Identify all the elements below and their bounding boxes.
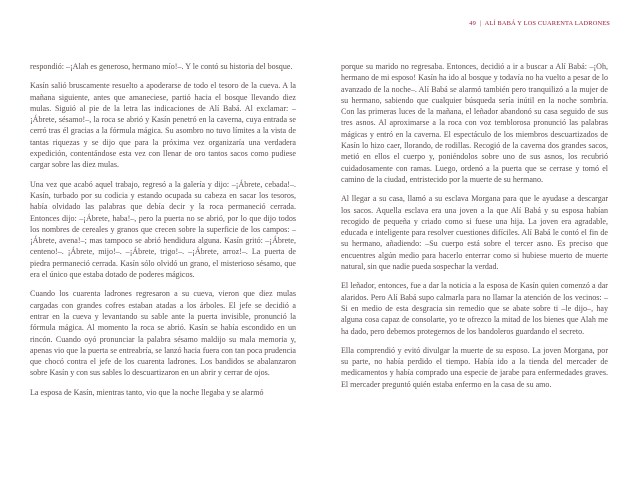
paragraph: Kasín salió bruscamente resuelto a apoderarse de todo el tesoro de la cueva. A la mañana siguiente, antes que amaneciese, partió hacia el bosque llevando diez mulas. Siguió al pie de la letra las indicaciones de Alí Babá. Al exclamar: –¡Ábrete, sésamo!–, la roca se abrió y Kasín penetró en la caverna, cuya entrada se cerró tras él gracias a la fórmula mágica. Su asombro no tuvo límites a la vista de tantas riquezas y se dijo que para la próxima vez organizaría una verdadera expedición, contentándose esta vez con llenar de oro tantos sacos como pudiese cargar sobre las diez mulas.: [30, 81, 296, 170]
paragraph: Ella comprendió y evitó divulgar la muerte de su esposo. La joven Morgana, por su parte, no había perdido el tiempo. Había ido a la tienda del mercader de medicamentos y había comprado una especie de jarabe para enfermedades graves. El mercader preguntó quién estaba enfermo en la casa de su amo.: [341, 345, 608, 389]
paragraph: Cuando los cuarenta ladrones regresaron a su cueva, vieron que diez mulas cargadas con grandes cofres estaban atadas a los árboles. El jefe se decidió a entrar en la cueva y levantando su sable ante la puerta invisible, pronunció la fórmula mágica. Al momento la roca se abrió. Kasín se había escondido en un rincón. Cuando oyó pronunciar la palabra sésamo maldijo su mala memoria y, apenas vio que la puerta se entreabría, se lanzó hacia fuera con tan poca prudencia que chocó contra el jefe de los cuarenta ladrones. Los bandidos se abalanzaron sobre Kasín y con sus sables lo descuartizaron en un abrir y cerrar de ojos.: [30, 289, 296, 378]
running-header: [0, 20, 610, 27]
right-column: [341, 61, 608, 398]
left-column: [30, 61, 296, 406]
paragraph: Al llegar a su casa, llamó a su esclava Morgana para que le ayudase a descargar los sacos. Aquella esclava era una joven a la que Alí Babá y su esposa habían recogido de pequeña y criado como si fuese una hija. La joven era agradable, educada e inteligente para resolver cuestiones difíciles. Alí Babá le contó el fin de su hermano, añadiendo: –Su cuerpo está sobre el tercer asno. Es preciso que encuentres algún medio para hacerlo enterrar como si hubiese muerto de muerte natural, sin que nadie pueda sospechar la verdad.: [341, 194, 608, 272]
paragraph: La esposa de Kasín, mientras tanto, vio que la noche llegaba y se alarmó: [30, 387, 264, 397]
paragraph: respondió: –¡Alah es generoso, hermano mío!–. Y le contó su historia del bosque.: [30, 62, 293, 71]
header-separator: |: [479, 20, 482, 27]
page-number: 49: [469, 20, 476, 27]
paragraph: El leñador, entonces, fue a dar la noticia a la esposa de Kasín quien comenzó a dar alaridos. Pero Alí Babá supo calmarla para no llamar la atención de los vecinos: –Si en medio de esta desgracia sin remedio que se abate sobre ti –le dijo–, hay alguna cosa capaz de consolarte, yo te ofrezco la mitad de los bienes que Alah me ha dado, pero debemos protegernos de los bandoleros guardando el secreto.: [341, 281, 608, 336]
paragraph: Una vez que acabó aquel trabajo, regresó a la galería y dijo: –¡Ábrete, cebada!–. Kasín, turbado por su codicia y estando ocupada su cabeza en sacar los tesoros, había olvidado las palabras que debía decir y la roca permaneció cerrada. Entonces dijo: –¡Ábrete, haba!–, pero la puerta no se abrió, por lo que dijo todos los nombres de cereales y granos que crecen sobre la superficie de los campos: –¡Ábrete, avena!–; mas tampoco se abrió hendidura alguna. Kasín gritó: –¡Ábrete, centeno!–. ¡Ábrete, mijo!–. –¡Ábrete, trigo!–. –¡Ábrete, arroz!–. La puerta de piedra permaneció cerrada. Kasín sólo olvidó un grano, el misterioso sésamo, que era el único que estaba dotado de poderes mágicos.: [30, 179, 296, 280]
running-title: ALÍ BABÁ Y LOS CUARENTA LADRONES: [484, 20, 610, 27]
paragraph: porque su marido no regresaba. Entonces, decidió a ir a buscar a Alí Babá: –¡Oh, hermano de mi esposo! Kasín ha ido al bosque y todavía no ha vuelto a pesar de lo avanzado de la noche–. Alí Babá se alarmó también pero tranquilizó a la mujer de su hermano, sabiendo que cualquier búsqueda sería inútil en la noche sombría. Con las primeras luces de la mañana, el leñador abandonó su casa seguido de sus tres asnos. Al aproximarse a la roca con voz temblorosa pronunció las palabras mágicas y entró en la caverna. El espectáculo de los miembros descuartizados de Kasín lo hizo caer, llorando, de rodillas. Recogió de la caverna dos grandes sacos, metió en ellos el cuerpo y, poniéndolos sobre uno de sus asnos, los recubrió cuidadosamente con ramas. Luego, ordenó a la puerta que se cerrase y tomó el camino de la ciudad, entristecido por la muerte de su hermano.: [341, 62, 608, 184]
